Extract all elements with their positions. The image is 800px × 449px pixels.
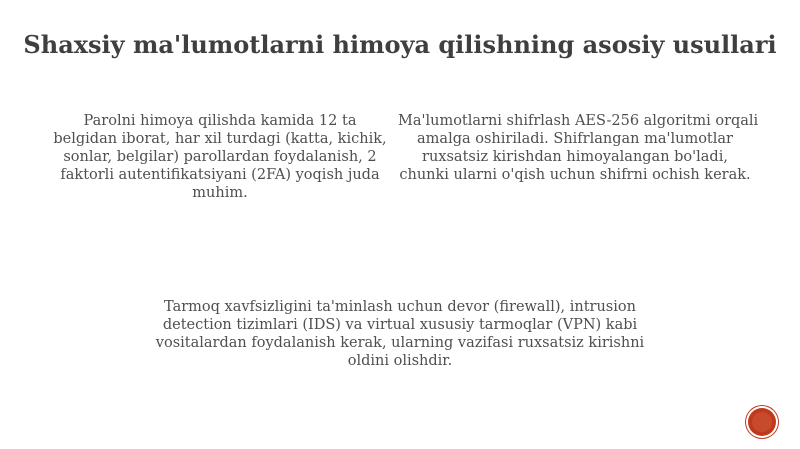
text-line: faktorli autentifikatsiyani (2FA) yoqish juda [60,167,380,183]
text-line: vositalardan foydalanish kerak, ularning vazifasi ruxsatsiz kirishni [155,335,645,351]
text-line: amalga oshiriladi. Shifrlangan ma'lumotlar [417,131,733,147]
text-line: belgidan iborat, har xil turdagi (katta, kichik, [53,131,387,147]
next-slide-button[interactable] [748,408,776,436]
text-line: sonlar, belgilar) parollardan foydalanish, 2 [63,149,377,165]
text-line: Parolni himoya qilishda kamida 12 ta [83,113,357,129]
password-protection-text [48,112,392,202]
text-line: chunki ularni o'qish uchun shifrni ochish kerak. [399,167,751,183]
encryption-text [398,112,759,184]
slide-title: Shaxsiy ma'lumotlarni himoya qilishning asosiy usullari [23,30,777,59]
text-line: detection tizimlari (IDS) va virtual xususiy tarmoqlar (VPN) kabi [162,317,638,333]
network-security-text [150,298,650,370]
text-line: muhim. [192,185,248,201]
text-line: ruxsatsiz kirishdan himoyalangan bo'ladi, [422,149,728,165]
text-line: Tarmoq xavfsizligini ta'minlash uchun devor (firewall), intrusion [164,299,636,315]
text-line: oldini olishdir. [347,353,453,369]
text-line: Ma'lumotlarni shifrlash AES-256 algoritmi orqali [398,113,759,129]
